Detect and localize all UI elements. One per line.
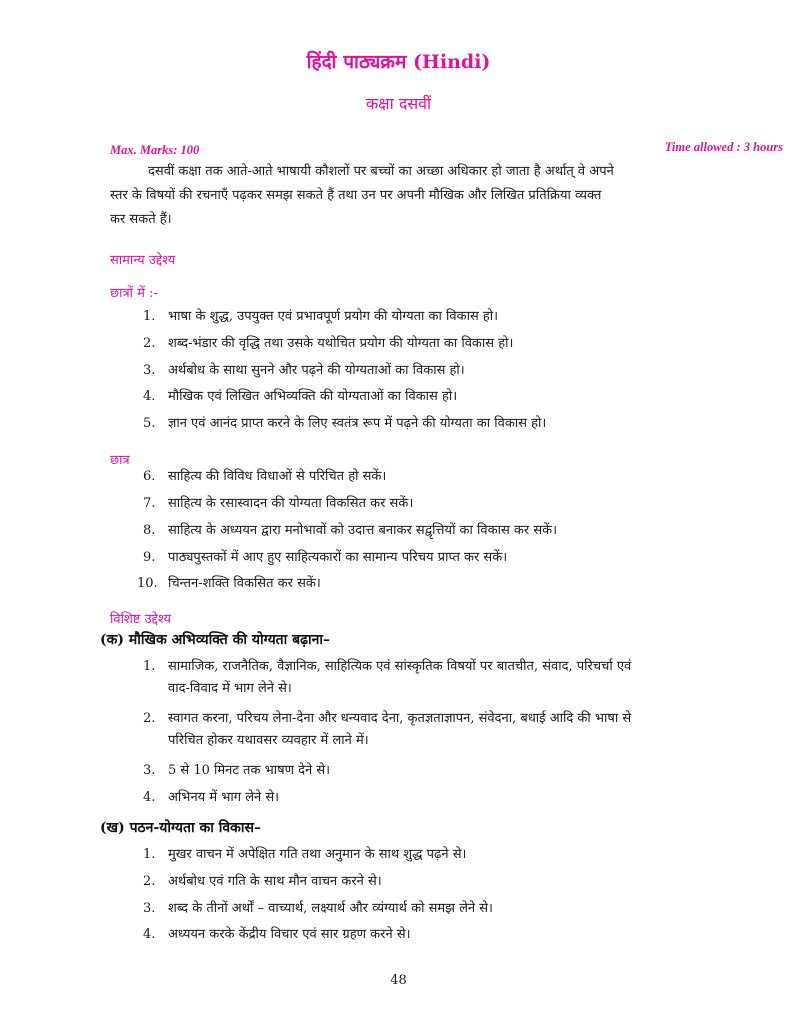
item-text: साहित्य के रसास्वादन की योग्यता विकसित कर सकें।: [168, 496, 414, 511]
list-item: [143, 413, 783, 435]
item-number: 1.: [143, 309, 156, 324]
section-ka-heading: (क) मौखिक अभिव्यक्ति की योग्यता बढ़ाना–: [100, 632, 331, 648]
item-number: 2.: [143, 874, 156, 889]
item-text: साहित्य की विविध विधाओं से परिचित हो सकें।: [168, 469, 387, 484]
item-number: 5.: [143, 416, 156, 431]
intro-line: दसवीं कक्षा तक आते-आते भाषायी कौशलों पर बच्चों का अच्छा अधिकार हो जाता है अर्थात् वे अपने: [148, 164, 614, 179]
item-text: ज्ञान एवं आनंद प्राप्त करने के लिए स्वतंत्र रूप में पढ़ने की योग्यता का विकास हो।: [168, 416, 547, 431]
list-item: [143, 898, 783, 920]
item-text: अर्थबोध के साथा सुनने और पढ़ने की योग्यताओं का विकास हो।: [168, 363, 465, 378]
item-text: स्वागत करना, परिचय लेना-देना और धन्यवाद देना, कृतज्ञताज्ञापन, संवेदना, बधाई आदि की भाषा से: [168, 711, 632, 726]
list-item: [143, 520, 783, 542]
list-item: [143, 708, 783, 752]
students-in-heading: छात्रों में :-: [110, 286, 158, 301]
item-continuation: वाद-विवाद में भाग लेने से।: [168, 681, 292, 696]
item-number: 2.: [143, 711, 156, 726]
item-text: शब्द-भंडार की वृद्धि तथा उसके यथोचित प्रयोग की योग्यता का विकास हो।: [168, 336, 514, 351]
page-subtitle: कक्षा दसवीं: [365, 94, 432, 113]
list-item: [137, 573, 777, 595]
list-item: [143, 386, 783, 408]
general-objectives-heading: सामान्य उद्देश्य: [110, 253, 176, 268]
item-number: 1.: [143, 847, 156, 862]
item-text: मौखिक एवं लिखित अभिव्यक्ति की योग्यताओं का विकास हो।: [168, 389, 458, 404]
item-text: सामाजिक, राजनैतिक, वैज्ञानिक, साहित्यिक एवं सांस्कृतिक विषयों पर बातचीत, संवाद, परिचर्चा एवं: [168, 659, 632, 674]
section-kha-heading: (ख) पठन-योग्यता का विकास–: [100, 820, 262, 836]
item-number: 3.: [143, 763, 156, 778]
item-number: 4.: [143, 927, 156, 942]
item-text: चिन्तन-शक्ति विकसित कर सकें।: [168, 576, 321, 591]
list-item: [143, 787, 783, 809]
list-item: [143, 493, 783, 515]
page-title: हिंदी पाठ्यक्रम (Hindi): [306, 51, 491, 73]
item-text: पाठ्यपुस्तकों में आए हुए साहित्यकारों का सामान्य परिचय प्राप्त कर सकें।: [168, 550, 508, 565]
item-number: 4.: [143, 790, 156, 805]
specific-objectives-heading: विशिष्ट उद्देश्य: [110, 612, 172, 627]
item-number: 8.: [143, 523, 156, 538]
time-allowed: Time allowed : 3 hours: [664, 140, 783, 154]
item-number: 3.: [143, 901, 156, 916]
list-item: [143, 924, 783, 946]
item-number: 2.: [143, 336, 156, 351]
item-number: 10.: [137, 576, 158, 591]
intro-line: कर सकते हैं।: [110, 212, 172, 227]
list-item: [143, 844, 783, 866]
item-continuation: परिचित होकर यथावसर व्यवहार में लाने में।: [168, 733, 369, 748]
page-number: 48: [390, 973, 407, 988]
item-text: 5 से 10 मिनट तक भाषण देने से।: [168, 763, 331, 778]
list-item: [143, 466, 783, 488]
list-item: [143, 871, 783, 893]
list-item: [143, 306, 783, 328]
item-text: शब्द के तीनों अर्थों – वाच्यार्थ, लक्ष्यार्थ और व्यंग्यार्थ को समझ लेने से।: [168, 901, 493, 916]
intro-paragraph: [110, 160, 782, 232]
list-item: [143, 333, 783, 355]
item-number: 9.: [143, 550, 156, 565]
item-text: अर्थबोध एवं गति के साथ मौन वाचन करने से।: [168, 874, 382, 889]
list-item: [143, 656, 783, 700]
item-text: अध्ययन करके केंद्रीय विचार एवं सार ग्रहण करने से।: [168, 927, 411, 942]
item-number: 4.: [143, 389, 156, 404]
list-item: [143, 360, 783, 382]
intro-line: स्तर के विषयों की रचनाएँ पढ़कर समझ सकते हैं तथा उन पर अपनी मौखिक और लिखित प्रतिक्रिया व्यक्त: [110, 188, 602, 203]
item-number: 1.: [143, 659, 156, 674]
item-text: अभिनय में भाग लेने से।: [168, 790, 280, 805]
list-item: [143, 760, 783, 782]
item-text: साहित्य के अध्ययन द्वारा मनोभावों को उदात्त बनाकर सद्वृत्तियों का विकास कर सकें।: [168, 523, 558, 538]
item-text: मुखर वाचन में अपेक्षित गति तथा अनुमान के साथ शुद्ध पढ़ने से।: [168, 847, 467, 862]
list-item: [143, 547, 783, 569]
students-heading: छात्र: [110, 453, 130, 468]
item-number: 3.: [143, 363, 156, 378]
max-marks: Max. Marks: 100: [110, 143, 200, 157]
item-number: 7.: [143, 496, 156, 511]
item-text: भाषा के शुद्ध, उपयुक्त एवं प्रभावपूर्ण प्रयोग की योग्यता का विकास हो।: [168, 309, 499, 324]
item-number: 6.: [143, 469, 156, 484]
